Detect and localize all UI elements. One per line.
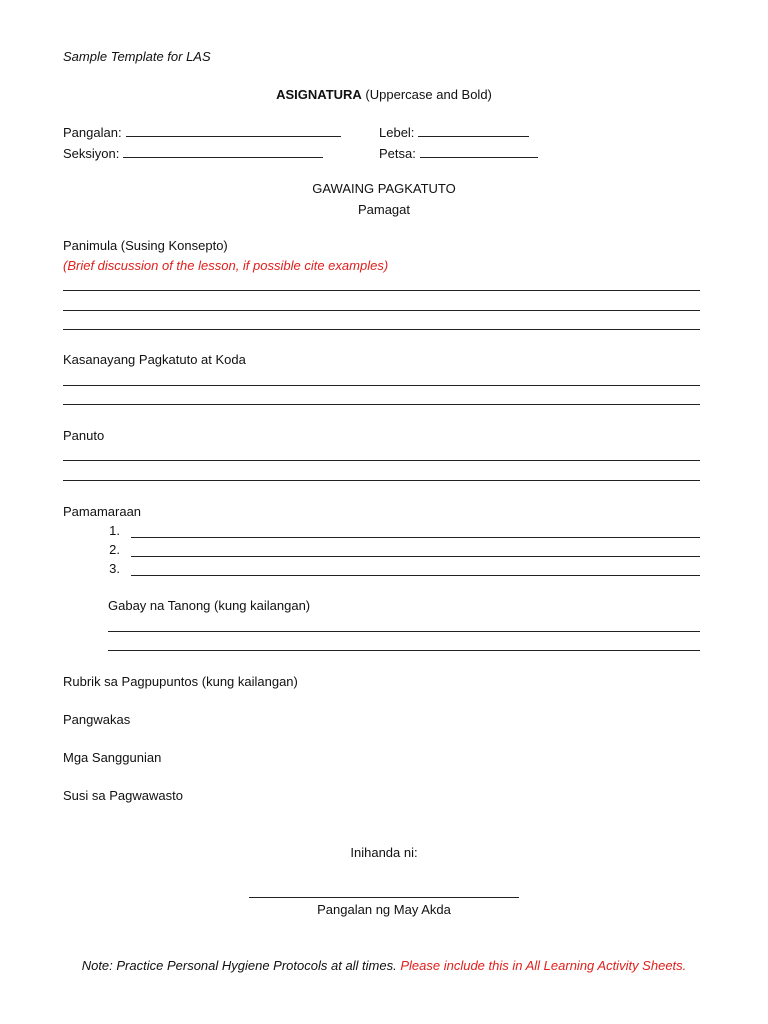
name-field <box>63 124 341 141</box>
guide-questions-label: Gabay na Tanong (kung kailangan) <box>108 598 311 613</box>
closing-label: Pangwakas <box>63 712 131 727</box>
references-label: Mga Sanggunian <box>63 750 162 765</box>
procedure-line-1[interactable] <box>131 537 700 538</box>
procedure-label: Pamamaraan <box>63 504 142 519</box>
procedure-line-2[interactable] <box>131 556 700 557</box>
subject-hint: (Uppercase and Bold) <box>365 87 492 102</box>
instructions-line-2[interactable] <box>63 480 700 481</box>
instructions-line-1[interactable] <box>63 460 700 461</box>
intro-hint: (Brief discussion of the lesson, if possible cite examples) <box>63 258 389 273</box>
intro-label: Panimula (Susing Konsepto) <box>63 238 228 253</box>
intro-line-1[interactable] <box>63 290 700 291</box>
name-line[interactable] <box>126 124 341 137</box>
guide-line-2[interactable] <box>108 650 700 651</box>
competency-line-1[interactable] <box>63 385 700 386</box>
date-label: Petsa: <box>379 146 416 161</box>
section-line[interactable] <box>123 145 323 158</box>
author-name: Pangalan ng May Akda <box>317 902 451 917</box>
competency-line-2[interactable] <box>63 404 700 405</box>
footer-note-red: Please include this in All Learning Activity Sheets. <box>400 958 687 973</box>
footer-note <box>0 958 768 974</box>
subject-heading <box>0 87 768 103</box>
procedure-line-3[interactable] <box>131 575 700 576</box>
date-line[interactable] <box>420 145 538 158</box>
date-field <box>379 145 538 162</box>
rubric-label: Rubrik sa Pagpupuntos (kung kailangan) <box>63 674 298 689</box>
procedure-number-3: 3. <box>109 561 120 576</box>
prepared-by: Inihanda ni: <box>350 845 418 860</box>
section-field <box>63 145 323 162</box>
competency-label: Kasanayang Pagkatuto at Koda <box>63 352 246 367</box>
subject-title: ASIGNATURA <box>276 87 362 102</box>
level-label: Lebel: <box>379 125 415 140</box>
procedure-number-2: 2. <box>109 542 120 557</box>
procedure-number-1: 1. <box>109 523 120 538</box>
section-label: Seksiyon: <box>63 146 120 161</box>
intro-line-3[interactable] <box>63 329 700 330</box>
instructions-label: Panuto <box>63 428 105 443</box>
name-label: Pangalan: <box>63 125 122 140</box>
activity-heading: GAWAING PAGKATUTO <box>312 181 456 196</box>
answer-key-label: Susi sa Pagwawasto <box>63 788 183 803</box>
footer-note-black: Note: Practice Personal Hygiene Protocols at all times. <box>81 958 397 973</box>
intro-line-2[interactable] <box>63 310 700 311</box>
signature-line[interactable] <box>249 897 519 898</box>
guide-line-1[interactable] <box>108 631 700 632</box>
level-line[interactable] <box>418 124 529 137</box>
activity-subtitle: Pamagat <box>357 202 411 217</box>
template-note: Sample Template for LAS <box>63 49 211 64</box>
level-field <box>379 124 529 141</box>
